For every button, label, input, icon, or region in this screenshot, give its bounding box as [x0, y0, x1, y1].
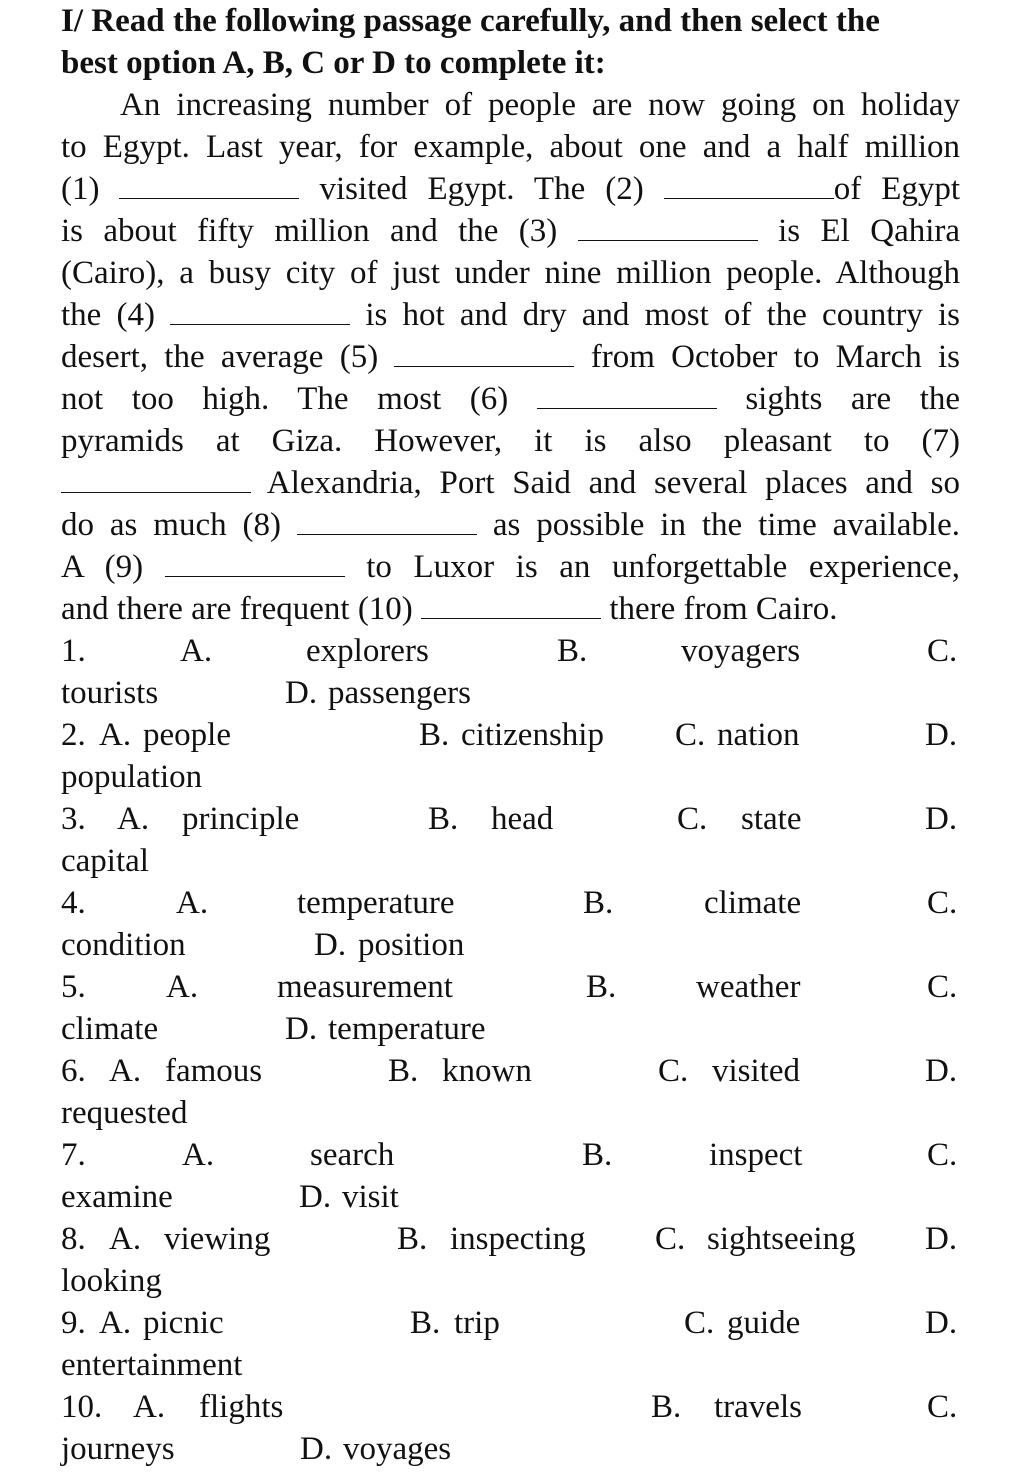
passage-line-12: A (9) to Luxor is an unforgettable experience, [61, 549, 960, 585]
option-d[interactable]: temperature [328, 1011, 486, 1047]
option-d[interactable]: looking [61, 1263, 162, 1299]
option-c-label: C. [927, 633, 958, 669]
question-number: 7. [61, 1137, 86, 1173]
option-c[interactable]: visited [712, 1053, 800, 1089]
option-c[interactable]: journeys [61, 1431, 175, 1467]
option-a[interactable]: people [143, 717, 231, 753]
option-b-label: B. [397, 1221, 428, 1257]
option-c[interactable]: condition [61, 927, 186, 963]
option-c-label: C. [675, 717, 706, 753]
option-d[interactable]: voyages [343, 1431, 452, 1467]
option-b[interactable]: voyagers [681, 633, 801, 669]
passage-line-3: (1) visited Egypt. The (2) of Egypt [61, 171, 960, 207]
option-b[interactable]: inspect [709, 1137, 803, 1173]
option-b-label: B. [651, 1389, 682, 1425]
blank-4[interactable] [170, 296, 350, 325]
question-3 [61, 798, 960, 882]
option-d-label: D. [925, 801, 958, 837]
option-c-label: C. [927, 1137, 958, 1173]
option-b-label: B. [583, 885, 614, 921]
option-a-label: A. [109, 1053, 142, 1089]
question-10 [61, 1386, 960, 1470]
option-c-label: C. [927, 1389, 958, 1425]
blank-6[interactable] [537, 380, 717, 409]
option-b[interactable]: climate [704, 885, 802, 921]
option-b[interactable]: citizenship [461, 717, 604, 753]
option-a-label: A. [182, 1137, 215, 1173]
question-number: 2. [61, 717, 86, 753]
option-c-label: C. [927, 885, 958, 921]
option-a-label: A. [166, 969, 199, 1005]
option-d-label: D. [285, 1011, 318, 1047]
passage-line-9: pyramids at Giza. However, it is also pleasant to (7) [61, 423, 960, 459]
option-a-label: A. [109, 1221, 142, 1257]
question-1 [61, 630, 960, 714]
passage-line-5: (Cairo), a busy city of just under nine million people. Although [61, 255, 960, 291]
question-8 [61, 1218, 960, 1302]
option-a-label: A. [180, 633, 213, 669]
blank-1[interactable] [119, 170, 299, 199]
option-a-label: A. [99, 717, 132, 753]
question-number: 1. [61, 633, 86, 669]
blank-10[interactable] [421, 590, 601, 619]
instruction-line-1: I/ Read the following passage carefully, and then select the [61, 3, 880, 39]
option-a-label: A. [176, 885, 209, 921]
option-a[interactable]: flights [199, 1389, 284, 1425]
option-a-label: A. [133, 1389, 166, 1425]
option-d-label: D. [925, 1305, 958, 1341]
option-b-label: B. [410, 1305, 441, 1341]
option-b-label: B. [557, 633, 588, 669]
passage-line-10: Alexandria, Port Said and several places and so [61, 462, 960, 504]
option-c[interactable]: nation [717, 717, 800, 753]
question-6 [61, 1050, 960, 1134]
option-a-label: A. [99, 1305, 132, 1341]
question-number: 8. [61, 1221, 86, 1257]
option-d[interactable]: position [358, 927, 465, 963]
option-b[interactable]: weather [696, 969, 801, 1005]
passage-line-2: to Egypt. Last year, for example, about one and a half million [61, 129, 960, 165]
option-a[interactable]: picnic [143, 1305, 224, 1341]
option-c-label: C. [658, 1053, 689, 1089]
option-a[interactable]: temperature [297, 885, 455, 921]
blank-5[interactable] [394, 338, 574, 367]
option-c-label: C. [927, 969, 958, 1005]
option-d-label: D. [925, 1221, 958, 1257]
question-number: 6. [61, 1053, 86, 1089]
blank-3[interactable] [578, 212, 758, 241]
blank-2[interactable] [664, 170, 834, 199]
option-c-label: C. [655, 1221, 686, 1257]
option-a[interactable]: search [310, 1137, 395, 1173]
option-d[interactable]: entertainment [61, 1347, 243, 1383]
instruction-line-2: best option A, B, C or D to complete it: [61, 45, 606, 81]
option-b[interactable]: travels [714, 1389, 802, 1425]
option-c[interactable]: sightseeing [707, 1221, 856, 1257]
option-b[interactable]: known [442, 1053, 532, 1089]
option-b[interactable]: inspecting [450, 1221, 586, 1257]
question-9 [61, 1302, 960, 1386]
passage-line-4: is about fifty million and the (3) is El Qahira [61, 213, 960, 249]
question-number: 3. [61, 801, 86, 837]
option-a[interactable]: viewing [164, 1221, 271, 1257]
option-d[interactable]: capital [61, 843, 149, 879]
option-d[interactable]: population [61, 759, 203, 795]
blank-7[interactable] [61, 464, 251, 493]
option-b[interactable]: head [491, 801, 554, 837]
option-a[interactable]: explorers [306, 633, 429, 669]
question-5 [61, 966, 960, 1050]
option-c[interactable]: examine [61, 1179, 173, 1215]
passage-line-11: do as much (8) as possible in the time available. [61, 507, 960, 543]
option-d-label: D. [285, 675, 318, 711]
option-d-label: D. [925, 1053, 958, 1089]
blank-9[interactable] [165, 548, 345, 577]
option-b-label: B. [419, 717, 450, 753]
question-number: 9. [61, 1305, 86, 1341]
worksheet-page [61, 0, 960, 1474]
option-a[interactable]: measurement [277, 969, 453, 1005]
option-d[interactable]: passengers [328, 675, 471, 711]
passage-line-13: and there are frequent (10) there from Cairo. [61, 591, 838, 627]
question-4 [61, 882, 960, 966]
passage-line-6: the (4) is hot and dry and most of the country is [61, 297, 960, 333]
option-d[interactable]: requested [61, 1095, 188, 1131]
option-c[interactable]: tourists [61, 675, 159, 711]
option-b-label: B. [582, 1137, 613, 1173]
option-b-label: B. [428, 801, 459, 837]
passage-line-8: not too high. The most (6) sights are the [61, 381, 960, 417]
question-7 [61, 1134, 960, 1218]
question-number: 10. [61, 1389, 103, 1425]
option-b[interactable]: trip [454, 1305, 500, 1341]
blank-8[interactable] [297, 506, 477, 535]
instruction-heading [61, 0, 960, 84]
option-c[interactable]: climate [61, 1011, 159, 1047]
option-d-label: D. [925, 717, 958, 753]
option-a-label: A. [117, 801, 150, 837]
option-d-label: D. [300, 1431, 333, 1467]
option-b-label: B. [388, 1053, 419, 1089]
option-d-label: D. [314, 927, 347, 963]
option-a[interactable]: famous [165, 1053, 263, 1089]
option-c-label: C. [684, 1305, 715, 1341]
passage-line-7: desert, the average (5) from October to March is [61, 339, 960, 375]
option-d[interactable]: visit [342, 1179, 399, 1215]
question-2 [61, 714, 960, 798]
option-c[interactable]: state [741, 801, 802, 837]
option-b-label: B. [586, 969, 617, 1005]
question-number: 4. [61, 885, 86, 921]
option-a[interactable]: principle [182, 801, 300, 837]
option-c-label: C. [677, 801, 708, 837]
passage-line-1: An increasing number of people are now going on holiday [120, 87, 960, 123]
question-number: 5. [61, 969, 86, 1005]
option-c[interactable]: guide [727, 1305, 801, 1341]
option-d-label: D. [299, 1179, 332, 1215]
